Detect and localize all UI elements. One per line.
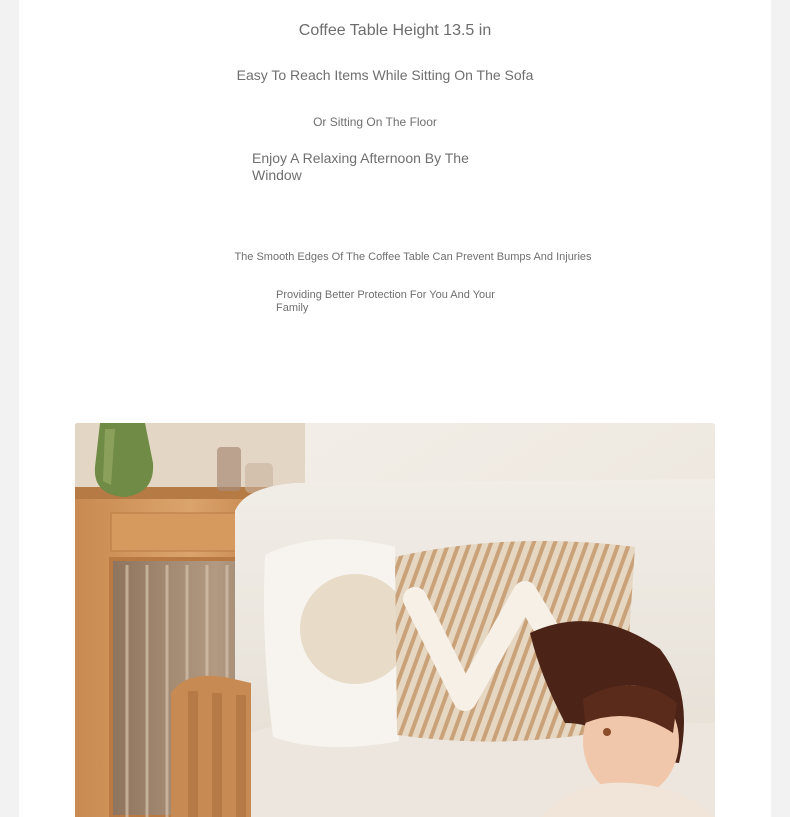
sofa-text: Easy To Reach Items While Sitting On The Sofa bbox=[236, 67, 534, 83]
sofa-arm bbox=[171, 676, 251, 817]
protection-text: Providing Better Protection For You And Your Family bbox=[276, 289, 495, 314]
lifestyle-photo bbox=[75, 423, 715, 817]
white-pillow bbox=[264, 539, 410, 747]
photo-illustration bbox=[75, 423, 715, 817]
window-text: Enjoy A Relaxing Afternoon By The Window bbox=[252, 150, 469, 183]
floor-text: Or Sitting On The Floor bbox=[313, 115, 437, 129]
green-vase bbox=[95, 423, 153, 497]
height-heading: Coffee Table Height 13.5 in bbox=[298, 22, 492, 39]
edges-text: The Smooth Edges Of The Coffee Table Can Prevent Bumps And Injuries bbox=[234, 251, 592, 263]
product-description-panel bbox=[19, 0, 771, 817]
